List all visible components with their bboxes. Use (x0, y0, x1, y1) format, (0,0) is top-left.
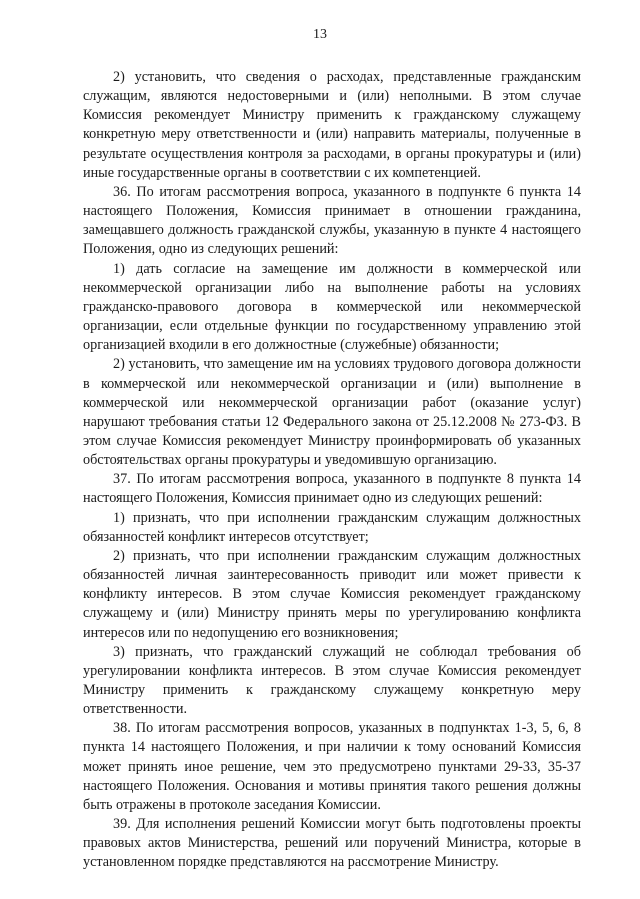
paragraph-38: 38. По итогам рассмотрения вопросов, указанных в подпунктах 1-3, 5, 6, 8 пункта 14 настоящего Положения, и при наличии к тому оснований Комиссия может принять иное решение, чем это предусмотрено пунктами 29-33, 35-37 настоящего Положения. Основания и мотивы принятия такого решения должны быть отражены в протоколе заседания Комиссии. (83, 720, 581, 813)
paragraph-39: 39. Для исполнения решений Комиссии могут быть подготовлены проекты правовых актов Министерства, решений или поручений Министра, которые в установленном порядке представляются на рассмотрение Министру. (83, 816, 581, 871)
paragraph-37: 37. По итогам рассмотрения вопроса, указанного в подпункте 8 пункта 14 настоящего Положения, Комиссия принимает одно из следующих решений: (83, 471, 581, 507)
page-number: 13 (313, 27, 327, 42)
paragraph-36-item-2: 2) установить, что замещение им на условиях трудового договора должности в коммерческой или некоммерческой организации и (или) выполнение в коммерческой или некоммерческой организации работ (оказание услуг) нарушают требования статьи 12 Федерального закона от 25.12.2008 № 273-ФЗ. В этом случае Комиссия рекомендует Министру проинформировать об указанных обстоятельствах органы прокуратуры и уведомившую организацию. (83, 356, 581, 469)
paragraph-35-item-2: 2) установить, что сведения о расходах, представленные гражданским служащим, являются недостоверными и (или) неполными. В этом случае Комиссия рекомендует Министру применить к гражданскому служащему конкретную меру ответственности и (или) направить материалы, полученные в результате осуществления контроля за расходами, в органы прокуратуры и (или) иные государственные органы в соответствии с их компетенцией. (83, 69, 581, 181)
paragraph-36: 36. По итогам рассмотрения вопроса, указанного в подпункте 6 пункта 14 настоящего Положения, Комиссия принимает в отношении гражданина, замещавшего должность гражданской службы, указанную в пункте 4 настоящего Положения, одно из следующих решений: (83, 183, 581, 258)
paragraph-36-item-1: 1) дать согласие на замещение им должности в коммерческой или некоммерческой организации либо на выполнение работы на условиях гражданско-правового договора в коммерческой или некоммерческой организации, если отдельные функции по государственному управлению этой организацией входили в его должностные (служебные) обязанности; (83, 260, 581, 354)
paragraph-37-item-1: 1) признать, что при исполнении гражданским служащим должностных обязанностей конфликт интересов отсутствует; (83, 509, 581, 545)
paragraph-37-item-3: 3) признать, что гражданский служащий не соблюдал требования об урегулировании конфликта интересов. В этом случае Комиссия рекомендует Министру применить к гражданскому служащему конкретную меру ответственности. (83, 643, 581, 718)
paragraph-37-item-2: 2) признать, что при исполнении гражданским служащим должностных обязанностей личная заинтересованность приводит или может привести к конфликту интересов. В этом случае Комиссия рекомендует гражданскому служащему и (или) Министру принять меры по урегулированию конфликта интересов или по недопущению его возникновения; (83, 547, 581, 641)
document-body (83, 68, 581, 873)
